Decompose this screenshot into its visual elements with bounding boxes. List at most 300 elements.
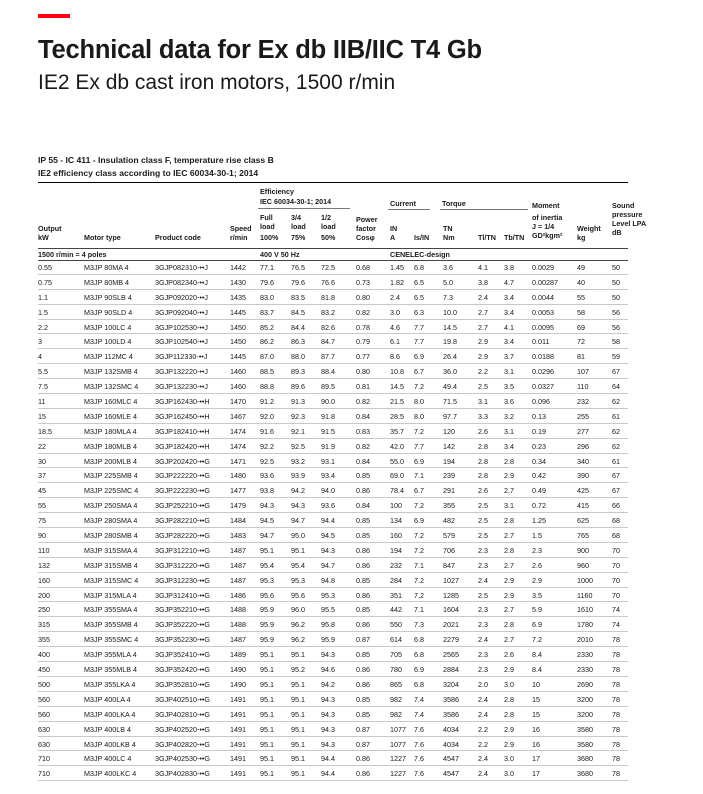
cell-power-factor: 0.82 xyxy=(356,397,370,407)
table-row xyxy=(38,394,628,409)
cell-torque-tn: 10.0 xyxy=(443,307,457,317)
cell-product-code: 3GJP082310-••J xyxy=(155,263,208,272)
cell-eff-50: 94.6 xyxy=(321,665,335,675)
cell-tb-tn: 4.7 xyxy=(504,277,514,287)
header-sound-2: pressure xyxy=(612,210,643,219)
cell-current-in: 69.0 xyxy=(390,471,404,481)
header-weight: Weight xyxy=(577,224,601,233)
cell-tl-tn: 2.4 xyxy=(478,694,488,704)
table-row xyxy=(38,766,628,781)
cell-torque-tn: 5.0 xyxy=(443,277,453,287)
header-pf-1: Power xyxy=(356,215,378,224)
cell-eff-75: 95.1 xyxy=(291,679,305,689)
header-tn: TN xyxy=(443,224,453,233)
cell-output: 5.5 xyxy=(38,367,48,377)
cell-weight: 296 xyxy=(577,441,589,451)
cell-output: 45 xyxy=(38,486,46,496)
cell-inertia: 8.4 xyxy=(532,650,542,660)
cell-product-code: 3GJP312410-••G xyxy=(155,590,210,600)
cell-weight: 625 xyxy=(577,516,589,526)
cell-motor-type: M3JP 112MC 4 xyxy=(84,352,133,362)
cell-is-in: 7.6 xyxy=(414,739,424,749)
table-row xyxy=(38,483,628,498)
cell-current-in: 442 xyxy=(390,605,402,615)
cell-output: 710 xyxy=(38,769,50,779)
header-sound-3: Level LPA xyxy=(612,219,647,228)
cell-motor-type: M3JP 90SLB 4 xyxy=(84,292,132,302)
cell-tb-tn: 3.7 xyxy=(504,352,514,362)
cell-tb-tn: 2.9 xyxy=(504,471,514,481)
cell-inertia: 5.9 xyxy=(532,605,542,615)
cell-speed: 1487 xyxy=(230,545,246,555)
brand-accent-bar xyxy=(38,14,70,18)
table-row xyxy=(38,602,628,617)
cell-motor-type: M3JP 200MLB 4 xyxy=(84,456,138,466)
cell-weight: 340 xyxy=(577,456,589,466)
cenelec-label: CENELEC-design xyxy=(390,250,450,259)
cell-tb-tn: 2.7 xyxy=(504,635,514,645)
cell-eff-100: 92.5 xyxy=(260,456,274,466)
cell-tb-tn: 3.1 xyxy=(504,367,514,377)
cell-output: 630 xyxy=(38,739,50,749)
cell-is-in: 6.8 xyxy=(414,263,424,272)
cell-torque-tn: 120 xyxy=(443,426,455,436)
cell-tl-tn: 3.1 xyxy=(478,397,488,407)
cell-weight: 2690 xyxy=(577,679,593,689)
header-in: IN xyxy=(390,224,398,233)
cell-eff-75: 84.4 xyxy=(291,322,305,332)
cell-eff-100: 79.6 xyxy=(260,277,274,287)
cell-sound: 78 xyxy=(612,679,620,689)
cell-tb-tn: 2.8 xyxy=(504,516,514,526)
cell-eff-75: 76.5 xyxy=(291,263,305,272)
cell-eff-50: 94.7 xyxy=(321,560,335,570)
cell-current-in: 1.45 xyxy=(390,263,404,272)
cell-inertia: 0.19 xyxy=(532,426,546,436)
cell-sound: 74 xyxy=(612,605,620,615)
cell-tb-tn: 3.5 xyxy=(504,382,514,392)
cell-current-in: 35.7 xyxy=(390,426,404,436)
cell-product-code: 3GJP402510-••G xyxy=(155,694,210,704)
cell-eff-50: 91.9 xyxy=(321,441,335,451)
cell-inertia: 0.0296 xyxy=(532,367,554,377)
cell-is-in: 8.0 xyxy=(414,397,424,407)
cell-inertia: 2.6 xyxy=(532,560,542,570)
cell-product-code: 3GJP252210-••G xyxy=(155,501,210,511)
cell-tl-tn: 2.6 xyxy=(478,486,488,496)
cell-sound: 62 xyxy=(612,441,620,451)
cell-motor-type: M3JP 400LB 4 xyxy=(84,724,132,734)
cell-torque-tn: 194 xyxy=(443,456,455,466)
cell-product-code: 3GJP102530-••J xyxy=(155,322,208,332)
cell-sound: 78 xyxy=(612,665,620,675)
cell-tl-tn: 2.5 xyxy=(478,516,488,526)
cell-tb-tn: 2.7 xyxy=(504,531,514,541)
cell-weight: 49 xyxy=(577,263,585,272)
cell-eff-75: 95.2 xyxy=(291,665,305,675)
cell-power-factor: 0.85 xyxy=(356,531,370,541)
cell-output: 250 xyxy=(38,605,50,615)
cell-is-in: 7.2 xyxy=(414,531,424,541)
cell-power-factor: 0.80 xyxy=(356,292,370,302)
cell-current-in: 1077 xyxy=(390,739,406,749)
cell-is-in: 8.0 xyxy=(414,411,424,421)
cell-eff-100: 95.1 xyxy=(260,665,274,675)
cell-is-in: 6.5 xyxy=(414,277,424,287)
cell-power-factor: 0.81 xyxy=(356,382,370,392)
cell-weight: 1160 xyxy=(577,590,593,600)
cell-eff-75: 96.0 xyxy=(291,605,305,615)
cell-output: 3 xyxy=(38,337,42,347)
cell-eff-100: 94.3 xyxy=(260,501,274,511)
cell-weight: 72 xyxy=(577,337,585,347)
header-tb-tn: Tb/TN xyxy=(504,233,525,242)
cell-eff-75: 95.3 xyxy=(291,575,305,585)
cell-eff-75: 92.5 xyxy=(291,441,305,451)
spec-note-insulation: IP 55 - IC 411 - Insulation class F, temperature rise class B xyxy=(38,155,274,165)
cell-eff-75: 84.5 xyxy=(291,307,305,317)
cell-tl-tn: 2.0 xyxy=(478,679,488,689)
cell-sound: 50 xyxy=(612,277,620,287)
cell-is-in: 7.2 xyxy=(414,382,424,392)
cell-tb-tn: 3.4 xyxy=(504,292,514,302)
cell-tl-tn: 2.4 xyxy=(478,635,488,645)
cell-eff-75: 92.3 xyxy=(291,411,305,421)
cell-eff-100: 95.9 xyxy=(260,605,274,615)
cell-speed: 1450 xyxy=(230,322,246,332)
cell-current-in: 8.6 xyxy=(390,352,400,362)
cell-is-in: 7.3 xyxy=(414,620,424,630)
cell-inertia: 1.5 xyxy=(532,531,542,541)
cell-tl-tn: 2.8 xyxy=(478,471,488,481)
cell-tl-tn: 2.2 xyxy=(478,724,488,734)
cell-is-in: 7.7 xyxy=(414,322,424,332)
cell-product-code: 3GJP352220-••G xyxy=(155,620,210,630)
cell-torque-tn: 3.6 xyxy=(443,263,453,272)
cell-sound: 70 xyxy=(612,575,620,585)
cell-eff-100: 88.8 xyxy=(260,382,274,392)
section-label: 1500 r/min = 4 poles xyxy=(38,250,107,259)
cell-weight: 3680 xyxy=(577,769,593,779)
table-row xyxy=(38,751,628,766)
cell-power-factor: 0.85 xyxy=(356,650,370,660)
header-full: Full xyxy=(260,213,273,222)
table-row xyxy=(38,349,628,364)
cell-inertia: 0.00287 xyxy=(532,277,558,287)
cell-speed: 1471 xyxy=(230,456,246,466)
cell-sound: 61 xyxy=(612,411,620,421)
cell-tl-tn: 2.4 xyxy=(478,292,488,302)
current-underline xyxy=(388,209,430,210)
cell-torque-tn: 14.5 xyxy=(443,322,457,332)
cell-eff-75: 95.6 xyxy=(291,590,305,600)
cell-eff-50: 94.4 xyxy=(321,516,335,526)
cell-output: 15 xyxy=(38,411,46,421)
table-row xyxy=(38,409,628,424)
cell-output: 2.2 xyxy=(38,322,48,332)
cell-is-in: 7.2 xyxy=(414,545,424,555)
header-34: 3/4 xyxy=(291,213,301,222)
cell-tb-tn: 2.6 xyxy=(504,650,514,660)
cell-eff-75: 95.1 xyxy=(291,650,305,660)
cell-product-code: 3GJP402520-••G xyxy=(155,724,210,734)
cell-inertia: 8.4 xyxy=(532,665,542,675)
cell-speed: 1450 xyxy=(230,337,246,347)
header-moment: Moment xyxy=(532,201,560,210)
cell-sound: 78 xyxy=(612,650,620,660)
cell-eff-100: 92.0 xyxy=(260,411,274,421)
cell-inertia: 1.25 xyxy=(532,516,546,526)
cell-output: 630 xyxy=(38,724,50,734)
table-row xyxy=(38,588,628,603)
cell-torque-tn: 482 xyxy=(443,516,455,526)
cell-weight: 3580 xyxy=(577,739,593,749)
cell-sound: 67 xyxy=(612,367,620,377)
table-row xyxy=(38,305,628,320)
cell-torque-tn: 2884 xyxy=(443,665,459,675)
cell-current-in: 14.5 xyxy=(390,382,404,392)
cell-product-code: 3GJP312220-••G xyxy=(155,560,210,570)
header-12-load: load xyxy=(321,222,336,231)
cell-output: 30 xyxy=(38,456,46,466)
cell-inertia: 0.34 xyxy=(532,456,546,466)
cell-weight: 2330 xyxy=(577,665,593,675)
cell-weight: 40 xyxy=(577,277,585,287)
cell-eff-100: 95.9 xyxy=(260,620,274,630)
cell-motor-type: M3JP 100LC 4 xyxy=(84,322,132,332)
cell-eff-50: 83.2 xyxy=(321,307,335,317)
cell-eff-75: 95.1 xyxy=(291,739,305,749)
cell-power-factor: 0.84 xyxy=(356,411,370,421)
cell-output: 90 xyxy=(38,531,46,541)
table-row xyxy=(38,334,628,349)
cell-tb-tn: 2.9 xyxy=(504,739,514,749)
cell-output: 710 xyxy=(38,754,50,764)
cell-current-in: 160 xyxy=(390,531,402,541)
cell-is-in: 6.9 xyxy=(414,456,424,466)
cell-tl-tn: 2.5 xyxy=(478,382,488,392)
cell-output: 37 xyxy=(38,471,46,481)
cell-product-code: 3GJP352410-••G xyxy=(155,650,210,660)
table-row xyxy=(38,424,628,439)
cell-eff-100: 95.1 xyxy=(260,650,274,660)
table-row xyxy=(38,275,628,290)
cell-current-in: 42.0 xyxy=(390,441,404,451)
cell-tl-tn: 3.8 xyxy=(478,277,488,287)
cell-eff-50: 72.5 xyxy=(321,263,335,272)
cell-eff-100: 83.0 xyxy=(260,292,274,302)
cell-power-factor: 0.87 xyxy=(356,724,370,734)
cell-sound: 62 xyxy=(612,426,620,436)
cell-output: 315 xyxy=(38,620,50,630)
cell-current-in: 982 xyxy=(390,694,402,704)
cell-sound: 56 xyxy=(612,322,620,332)
cell-eff-50: 95.8 xyxy=(321,620,335,630)
cell-power-factor: 0.73 xyxy=(356,277,370,287)
cell-eff-100: 83.7 xyxy=(260,307,274,317)
cell-output: 200 xyxy=(38,590,50,600)
cell-motor-type: M3JP 225SMB 4 xyxy=(84,471,138,481)
cell-sound: 70 xyxy=(612,545,620,555)
cell-eff-100: 93.6 xyxy=(260,471,274,481)
header-full-load: load xyxy=(260,222,275,231)
cell-inertia: 7.2 xyxy=(532,635,542,645)
cell-current-in: 100 xyxy=(390,501,402,511)
header-weight-unit: kg xyxy=(577,233,586,242)
cell-power-factor: 0.86 xyxy=(356,590,370,600)
cell-torque-tn: 49.4 xyxy=(443,382,457,392)
cell-current-in: 6.1 xyxy=(390,337,400,347)
cell-torque-tn: 847 xyxy=(443,560,455,570)
cell-current-in: 982 xyxy=(390,709,402,719)
cell-power-factor: 0.86 xyxy=(356,754,370,764)
cell-eff-50: 94.3 xyxy=(321,650,335,660)
cell-power-factor: 0.68 xyxy=(356,263,370,272)
cell-product-code: 3GJP352230-••G xyxy=(155,635,210,645)
cell-tl-tn: 2.9 xyxy=(478,352,488,362)
cell-product-code: 3GJP312230-••G xyxy=(155,575,210,585)
cell-power-factor: 0.86 xyxy=(356,545,370,555)
cell-tl-tn: 2.3 xyxy=(478,560,488,570)
cell-product-code: 3GJP132230-••J xyxy=(155,382,208,392)
cell-output: 450 xyxy=(38,665,50,675)
cell-power-factor: 0.85 xyxy=(356,694,370,704)
cell-sound: 66 xyxy=(612,501,620,511)
header-sound-1: Sound xyxy=(612,201,635,210)
cell-torque-tn: 4547 xyxy=(443,754,459,764)
header-12: 1/2 xyxy=(321,213,331,222)
cell-sound: 58 xyxy=(612,337,620,347)
cell-power-factor: 0.87 xyxy=(356,739,370,749)
cell-output: 500 xyxy=(38,679,50,689)
cell-eff-100: 95.4 xyxy=(260,560,274,570)
cell-weight: 960 xyxy=(577,560,589,570)
header-12-pct: 50% xyxy=(321,233,336,242)
cell-eff-50: 95.5 xyxy=(321,605,335,615)
cell-tl-tn: 2.5 xyxy=(478,501,488,511)
cell-speed: 1470 xyxy=(230,397,246,407)
cell-torque-tn: 3586 xyxy=(443,709,459,719)
cell-inertia: 17 xyxy=(532,769,540,779)
cell-speed: 1430 xyxy=(230,277,246,287)
cell-weight: 415 xyxy=(577,501,589,511)
cell-eff-100: 93.8 xyxy=(260,486,274,496)
cell-inertia: 10 xyxy=(532,679,540,689)
cell-eff-50: 81.8 xyxy=(321,292,335,302)
cell-eff-75: 95.1 xyxy=(291,709,305,719)
cell-output: 355 xyxy=(38,635,50,645)
cell-motor-type: M3JP 80MB 4 xyxy=(84,277,130,287)
cell-speed: 1460 xyxy=(230,382,246,392)
cell-motor-type: M3JP 90SLD 4 xyxy=(84,307,133,317)
cell-weight: 900 xyxy=(577,545,589,555)
cell-speed: 1491 xyxy=(230,769,246,779)
cell-tl-tn: 2.4 xyxy=(478,769,488,779)
cell-is-in: 6.9 xyxy=(414,516,424,526)
cell-weight: 69 xyxy=(577,322,585,332)
cell-product-code: 3GJP402530-••G xyxy=(155,754,210,764)
cell-torque-tn: 26.4 xyxy=(443,352,457,362)
cell-eff-50: 94.3 xyxy=(321,694,335,704)
cell-eff-50: 94.5 xyxy=(321,531,335,541)
cell-speed: 1487 xyxy=(230,635,246,645)
cell-current-in: 284 xyxy=(390,575,402,585)
cell-eff-100: 77.1 xyxy=(260,263,274,272)
cell-product-code: 3GJP402810-••G xyxy=(155,709,210,719)
header-motor-type: Motor type xyxy=(84,233,121,242)
table-row xyxy=(38,528,628,543)
cell-product-code: 3GJP182420-••H xyxy=(155,441,210,451)
cell-sound: 78 xyxy=(612,754,620,764)
cell-motor-type: M3JP 160MLC 4 xyxy=(84,397,138,407)
cell-motor-type: M3JP 355SMC 4 xyxy=(84,635,139,645)
cell-eff-75: 95.1 xyxy=(291,694,305,704)
cell-motor-type: M3JP 355MLB 4 xyxy=(84,665,138,675)
cell-eff-50: 94.4 xyxy=(321,754,335,764)
header-inertia: of inertia xyxy=(532,213,563,222)
cell-sound: 78 xyxy=(612,769,620,779)
cell-motor-type: M3JP 315SMB 4 xyxy=(84,560,138,570)
cell-is-in: 6.9 xyxy=(414,352,424,362)
cell-power-factor: 0.86 xyxy=(356,769,370,779)
cell-output: 75 xyxy=(38,516,46,526)
cell-inertia: 0.0327 xyxy=(532,382,554,392)
cell-tl-tn: 2.8 xyxy=(478,441,488,451)
cell-inertia: 15 xyxy=(532,694,540,704)
cell-speed: 1445 xyxy=(230,307,246,317)
cell-torque-tn: 19.8 xyxy=(443,337,457,347)
cell-inertia: 16 xyxy=(532,739,540,749)
cell-eff-50: 95.3 xyxy=(321,590,335,600)
cell-motor-type: M3JP 315SMC 4 xyxy=(84,575,139,585)
cell-tb-tn: 2.9 xyxy=(504,575,514,585)
cell-torque-tn: 3586 xyxy=(443,694,459,704)
cell-is-in: 6.9 xyxy=(414,665,424,675)
cell-motor-type: M3JP 355SMB 4 xyxy=(84,620,138,630)
cell-speed: 1488 xyxy=(230,620,246,630)
cell-tl-tn: 2.4 xyxy=(478,709,488,719)
cell-speed: 1442 xyxy=(230,263,246,272)
cell-motor-type: M3JP 280SMA 4 xyxy=(84,516,138,526)
cell-tl-tn: 2.3 xyxy=(478,620,488,630)
cell-is-in: 6.7 xyxy=(414,486,424,496)
cell-eff-50: 94.8 xyxy=(321,575,335,585)
cell-torque-tn: 1285 xyxy=(443,590,459,600)
table-row xyxy=(38,677,628,692)
cell-output: 132 xyxy=(38,560,50,570)
cell-eff-100: 91.2 xyxy=(260,397,274,407)
cell-product-code: 3GJP402830-••G xyxy=(155,769,210,779)
cell-eff-50: 91.8 xyxy=(321,411,335,421)
cell-output: 0.55 xyxy=(38,263,52,272)
cell-tl-tn: 2.2 xyxy=(478,739,488,749)
cell-output: 55 xyxy=(38,501,46,511)
cell-product-code: 3GJP182410-••H xyxy=(155,426,210,436)
cell-speed: 1491 xyxy=(230,694,246,704)
cell-power-factor: 0.84 xyxy=(356,501,370,511)
table-row xyxy=(38,692,628,707)
cell-speed: 1480 xyxy=(230,471,246,481)
cell-weight: 1780 xyxy=(577,620,593,630)
cell-weight: 2010 xyxy=(577,635,593,645)
table-top-rule xyxy=(38,182,628,183)
cell-speed: 1488 xyxy=(230,605,246,615)
cell-inertia: 2.9 xyxy=(532,575,542,585)
table-row xyxy=(38,454,628,469)
cell-weight: 765 xyxy=(577,531,589,541)
cell-torque-tn: 142 xyxy=(443,441,455,451)
cell-tl-tn: 2.7 xyxy=(478,307,488,317)
